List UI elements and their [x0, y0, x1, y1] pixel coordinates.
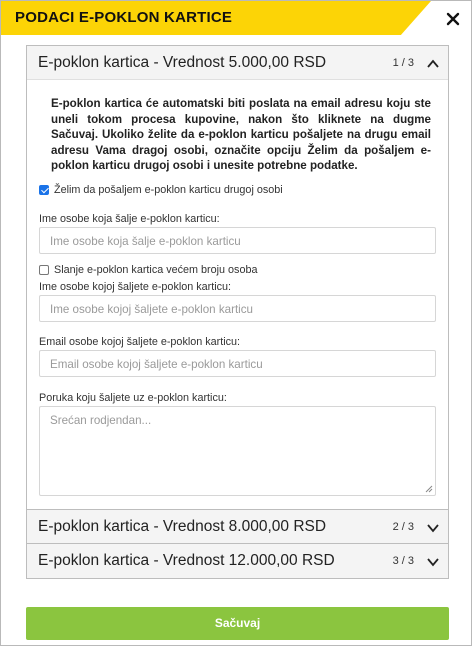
chevron-down-icon	[426, 521, 440, 535]
gift-card-panel-1	[26, 45, 449, 510]
message-label: Poruka koju šaljete uz e-poklon karticu:	[39, 392, 227, 404]
chevron-up-icon	[426, 57, 440, 71]
gift-card-panel-3	[26, 543, 449, 579]
gift-card-panel-1-header[interactable]	[27, 46, 448, 80]
send-to-other-checkbox[interactable]	[39, 185, 49, 195]
multiple-recipients-label: Slanje e-poklon kartica većem broju osoba	[54, 264, 258, 276]
gift-card-panel-3-title: E-poklon kartica - Vrednost 12.000,00 RSD	[38, 552, 335, 569]
gift-card-panel-2-count: 2 / 3	[392, 521, 414, 533]
gift-card-panel-2-title: E-poklon kartica - Vrednost 8.000,00 RSD	[38, 518, 327, 535]
recipient-email-placeholder: Email osobe kojoj šaljete e-poklon karticu	[50, 358, 263, 371]
resize-grip-icon[interactable]	[425, 485, 433, 493]
send-to-other-label: Želim da pošaljem e-poklon karticu drugoj osobi	[54, 184, 283, 196]
gift-card-panel-1-count: 1 / 3	[392, 57, 414, 69]
gift-card-panel-2-header[interactable]	[27, 510, 448, 544]
modal-title: PODACI E-POKLON KARTICE	[15, 9, 233, 26]
recipient-name-placeholder: Ime osobe kojoj šaljete e-poklon karticu	[50, 303, 253, 316]
multiple-recipients-row	[39, 264, 257, 276]
gift-card-panel-3-header[interactable]	[27, 544, 448, 578]
gift-card-panel-1-title: E-poklon kartica - Vrednost 5.000,00 RSD	[38, 54, 327, 71]
close-icon	[445, 11, 461, 27]
close-button[interactable]	[445, 11, 461, 27]
recipient-email-label: Email osobe kojoj šaljete e-poklon karticu:	[39, 336, 241, 348]
gift-card-panel-3-count: 3 / 3	[392, 555, 414, 567]
gift-card-panel-2	[26, 509, 449, 544]
message-placeholder: Srećan rodjendan...	[50, 414, 152, 427]
chevron-down-icon	[426, 555, 440, 569]
sender-name-label: Ime osobe koja šalje e-poklon karticu:	[39, 213, 220, 225]
save-button[interactable]: Sačuvaj	[26, 607, 449, 640]
recipient-name-input[interactable]	[39, 295, 436, 322]
modal-header	[1, 1, 472, 35]
send-to-other-row	[39, 184, 283, 196]
multiple-recipients-checkbox[interactable]	[39, 265, 49, 275]
message-textarea[interactable]	[39, 406, 436, 496]
sender-name-input[interactable]	[39, 227, 436, 254]
intro-text: E-poklon kartica će automatski biti poslata na email adresu koju ste uneli tokom procesa kupovine, nakon što kliknete na dugme Sačuvaj. Ukoliko želite da e-poklon karticu pošaljete na drugu email adresu Vama dragoj osobi, označite opciju Želim da pošaljem e-poklon karticu drugoj osobi i unesite potrebne podatke.	[51, 97, 431, 173]
recipient-email-input[interactable]	[39, 350, 436, 377]
recipient-name-label: Ime osobe kojoj šaljete e-poklon karticu:	[39, 281, 232, 293]
sender-name-placeholder: Ime osobe koja šalje e-poklon karticu	[50, 235, 241, 248]
